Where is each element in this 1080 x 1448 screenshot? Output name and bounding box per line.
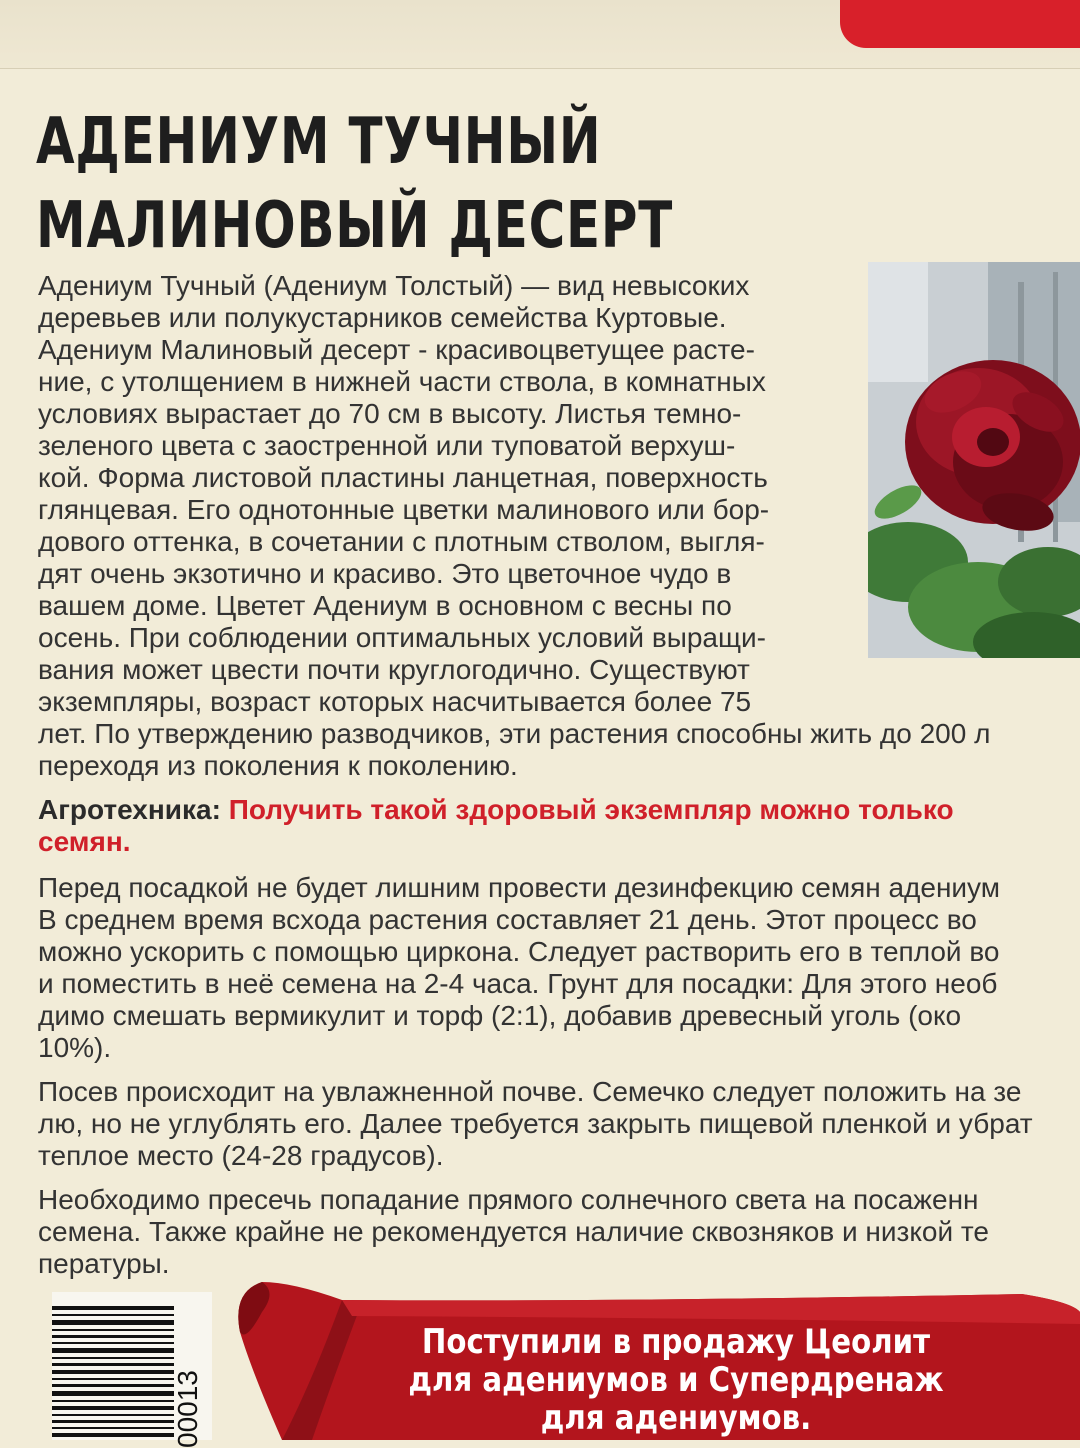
intro-line: условиях вырастает до 70 см в высоту. Листья темно- [38, 398, 742, 429]
agrotechnics-highlight-line2: семян. [38, 826, 131, 857]
agrotechnics-label: Агротехника: [38, 794, 221, 825]
intro-tail [38, 718, 1080, 782]
paragraph-line: пературы. [38, 1248, 170, 1279]
promo-line-1: Поступили в продажу Цеолит [421, 1322, 931, 1362]
paragraph-line: 10%). [38, 1032, 112, 1063]
intro-line: Адениум Тучный (Адениум Толстый) — вид невысоких [38, 270, 750, 301]
paragraph-line: В среднем время всхода растения составляет 21 день. Этот процесс во [38, 904, 977, 935]
intro-line: деревьев или полукустарников семейства Куртовые. [38, 302, 727, 333]
title-line-2: МАЛИНОВЫЙ ДЕСЕРТ [36, 189, 674, 263]
paragraph-line: можно ускорить с помощью циркона. Следует растворить его в теплой во [38, 936, 1000, 967]
paragraph-line: теплое место (24-28 градусов). [38, 1140, 444, 1171]
intro-line: ние, с утолщением в нижней части ствола, в комнатных [38, 366, 766, 397]
intro-line: дят очень экзотично и красиво. Это цветочное чудо в [38, 558, 732, 589]
adenium-flower-photo [868, 262, 1080, 658]
intro-tail-line: переходя из поколения к поколению. [38, 750, 518, 781]
intro-line: вания может цвести почти круглогодично. Существуют [38, 654, 750, 685]
intro-line: экземпляры, возраст которых насчитывается более 75 [38, 686, 752, 717]
paragraph-line: димо смешать вермикулит и торф (2:1), добавив древесный уголь (око [38, 1000, 962, 1031]
paragraph-line: лю, но не углублять его. Далее требуется закрыть пищевой пленкой и убрат [38, 1108, 1033, 1139]
intro-tail-line: лет. По утверждению разводчиков, эти растения способны жить до 200 л [38, 718, 991, 749]
intro-line: зеленого цвета с заостренной или туповатой верхуш- [38, 430, 736, 461]
barcode-digits: 00013 [172, 1370, 203, 1448]
agrotechnics-highlight: Получить такой здоровый экземпляр можно только [220, 794, 954, 825]
paragraph-sunlight [38, 1184, 1080, 1280]
barcode [52, 1292, 212, 1448]
promo-line-2: для адениумов и Супердренаж [408, 1360, 944, 1400]
intro-line: Адениум Малиновый десерт - красивоцветущее расте- [38, 334, 755, 365]
page-title [36, 100, 674, 268]
corner-red-tab [840, 0, 1080, 48]
paragraph-line: и поместить в неё семена на 2-4 часа. Грунт для посадки: Для этого необ [38, 968, 998, 999]
intro-line: глянцевая. Его однотонные цветки малинового или бор- [38, 494, 770, 525]
paragraph-line: Посев происходит на увлажненной почве. Семечко следует положить на зе [38, 1076, 1022, 1107]
intro-line: вашем доме. Цветет Адениум в основном с весны по [38, 590, 732, 621]
intro-line: кой. Форма листовой пластины ланцетная, поверхность [38, 462, 768, 493]
promo-banner-text [366, 1323, 985, 1437]
intro-line: дового оттенка, в сочетании с плотным стволом, выгля- [38, 526, 765, 557]
paragraph-disinfection [38, 872, 1080, 1064]
promo-line-3: для адениумов. [540, 1398, 812, 1438]
intro-paragraph [38, 270, 832, 718]
paragraph-sowing [38, 1076, 1080, 1172]
flower-image-icon [868, 262, 1080, 658]
intro-line: осень. При соблюдении оптимальных условий выращи- [38, 622, 766, 653]
paragraph-line: Необходимо пресечь попадание прямого солнечного света на посаженн [38, 1184, 979, 1215]
paragraph-line: Перед посадкой не будет лишним провести дезинфекцию семян адениум [38, 872, 1000, 903]
paragraph-line: семена. Также крайне не рекомендуется наличие сквозняков и низкой те [38, 1216, 990, 1247]
agrotechnics-section [38, 794, 1080, 858]
title-line-1: АДЕНИУМ ТУЧНЫЙ [36, 105, 602, 179]
